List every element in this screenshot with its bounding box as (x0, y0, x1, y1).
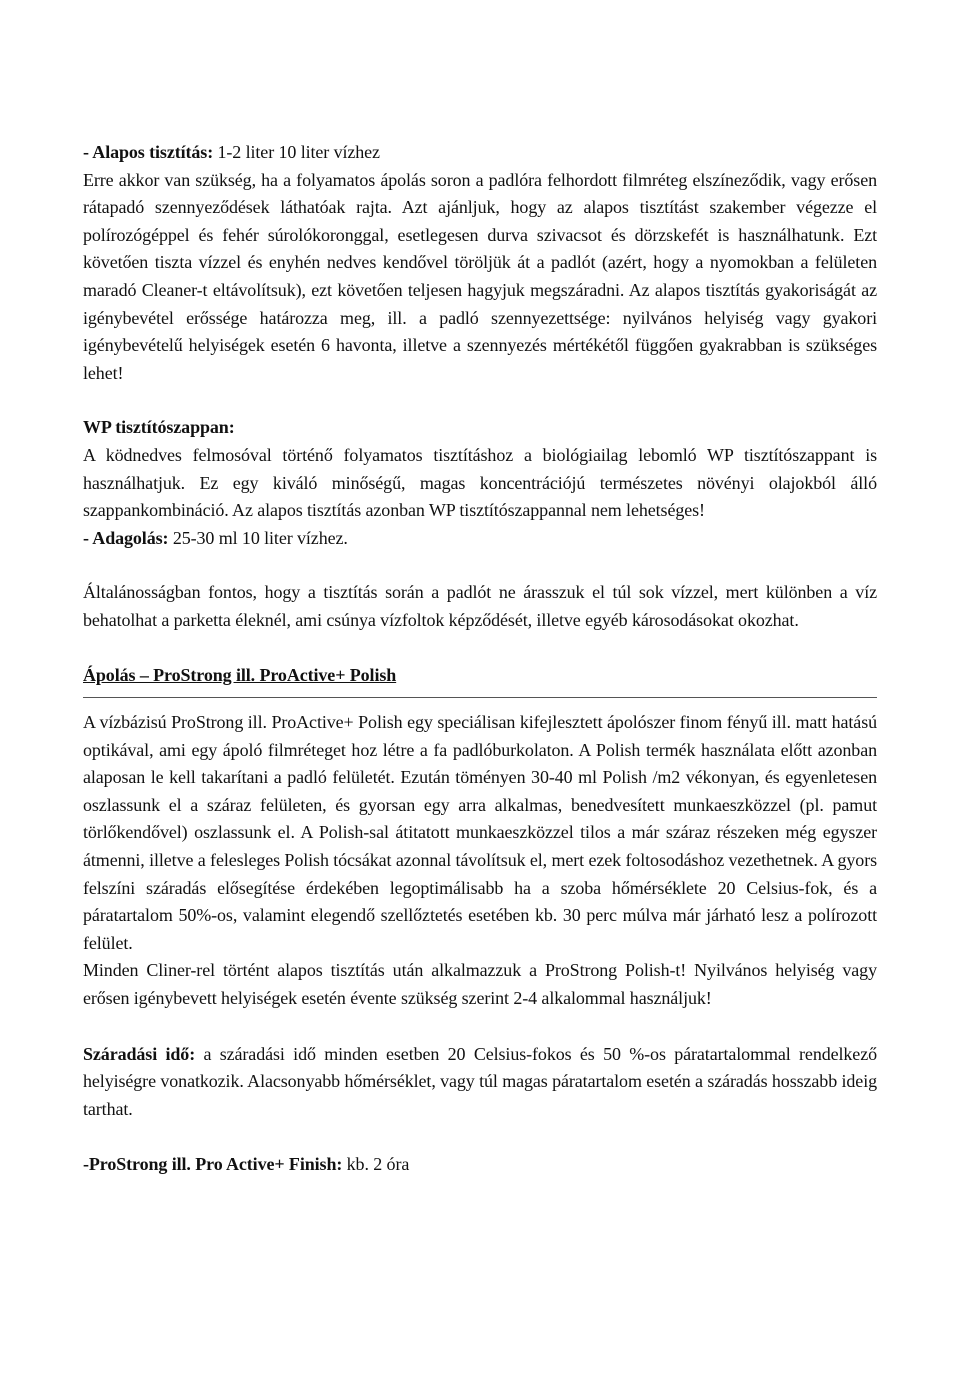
alapos-dose: 1-2 liter 10 liter vízhez (213, 142, 380, 162)
finish-text: kb. 2 óra (342, 1154, 410, 1175)
alapos-paragraph: Erre akkor van szükség, ha a folyamatos ápolás soron a padlóra felhordott filmréteg elszíneződik, vagy erősen rátapadó szennyeződések láthatóak rajta. Azt ajánljuk, hogy az alapos tisztítást szakember végezze el polírozógéppel és fehér súrolókoronggal, esetlegesen durva szivacsot és dörzskefét is használhatunk. Ezt követően tiszta vízzel és enyhén nedves kendővel töröljük át a padlót (azért, hogy a nyomokban a felületen maradó Cleaner-t eltávolítsuk), ezt követően teljesen hagyjuk megszáradni. Az alapos tisztítás gyakoriságát az igénybevétel erőssége határozza meg, ill. a padló szennyezettsége: nyilvános helyiség vagy gyakori igénybevételű helyiségek esetén 6 havonta, illetve a szennyezés mértékétől függően gyakrabban is szükséges lehet! (83, 169, 877, 383)
document-page (83, 139, 877, 1179)
dry-paragraph (83, 1041, 877, 1124)
alapos-heading-line (83, 139, 877, 167)
finish-line (83, 1151, 877, 1179)
polish-paragraph-1: A vízbázisú ProStrong ill. ProActive+ Polish egy speciálisan kifejlesztett ápolószer finom fényű ill. matt hatású optikával, ami egy ápoló filmréteget hoz létre a fa padlóburkolaton. A Polish termék használata előtt azonban alaposan le kell takarítani a padló felületét. Ezután töményen 30-40 ml Polish /m2 vékonyan, és egyenletesen oszlassunk el a száraz felületen, és gyorsan egy arra alkalmas, benedvesített munkaeszközzel (pl. pamut törlőkendővel) oszlassunk el. A Polish-sal átitatott munkaeszközzel tilos a már száraz részeken még egyszer átmenni, illetve a felesleges Polish tócsákat azonnal távolítsuk el, mert ezek foltosodáshoz vezethetnek. A gyors felszíni száradás elősegítése érdekében legoptimálisabb ha a szoba hőmérséklete 20 Celsius-fok, és a páratartalom 50%-os, valamint elegendő szellőztetés esetében kb. 30 perc múlva már járható lesz a polírozott felület. (83, 712, 877, 953)
wp-paragraph: A ködnedves felmosóval történő folyamatos tisztításhoz a biológiailag lebomló WP tisztítószappant is használhatjuk. Ez egy kiváló minőségű, magas koncentrációjú természetes növényi olajokból álló szappankombináció. Az alapos tisztítás azonban WP tisztítószappannal nem lehetséges! (83, 444, 877, 521)
finish-label: -ProStrong ill. Pro Active+ Finish: (83, 1154, 343, 1175)
wp-dose-label: - Adagolás: (83, 527, 169, 548)
wp-title-line (83, 414, 877, 442)
alapos-label: - Alapos tisztítás: (83, 142, 214, 162)
dry-text: a száradási idő minden esetben 20 Celsius-fokos és 50 %-os páratartalommal rendelkező helyiségre vonatkozik. Alacsonyabb hőmérséklet, vagy túl magas páratartalom esetén a száradás hosszabb ideig tarthat. (83, 1043, 877, 1119)
dry-label: Száradási idő: (83, 1043, 196, 1064)
wp-dose: 25-30 ml 10 liter vízhez. (168, 527, 348, 548)
general-paragraph: Általánosságban fontos, hogy a tisztítás során a padlót ne árasszuk el túl sok vízzel, mert különben a víz behatolhat a parketta éleknél, ami csúnya vízfoltok képződését, illetve egyéb károsodásokat okozhat. (83, 582, 877, 630)
wp-dose-line (83, 525, 877, 553)
polish-paragraph-2: Minden Cliner-rel történt alapos tisztítás után alkalmazzuk a ProStrong Polish-t! Nyilvános helyiség vagy erősen igénybevett helyiségek esetén évente szükség szerint 2-4 alkalommal használjuk! (83, 960, 877, 1009)
wp-title: WP tisztítószappan: (83, 417, 235, 438)
polish-heading: Ápolás – ProStrong ill. ProActive+ Polish (83, 662, 877, 699)
